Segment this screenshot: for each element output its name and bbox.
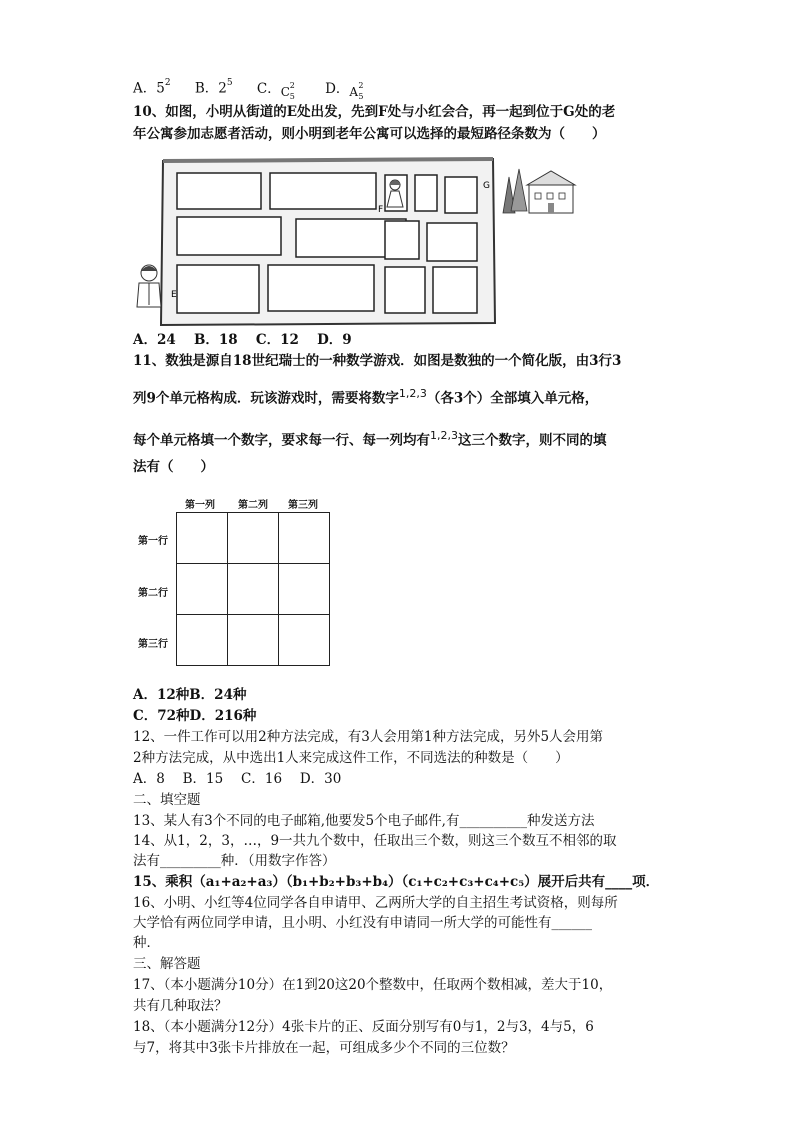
q11-line-1: 11、数独是源自18世纪瑞士的一种数学游戏．如图是数独的一个简化版，由3行3 bbox=[133, 353, 622, 369]
col-header-3: 第三列 bbox=[288, 500, 318, 511]
q17-line-2: 共有几种取法？ bbox=[133, 998, 228, 1014]
block bbox=[270, 173, 376, 209]
q18-line-1: 18、（本小题满分12分）4张卡片的正、反面分别写有0与1，2与3，4与5，6 bbox=[133, 1019, 594, 1035]
q16-line-3: 种． bbox=[133, 935, 160, 951]
q16-line-2: 大学恰有两位同学申请，且小明、小红没有申请同一所大学的可能性有______ bbox=[133, 915, 592, 931]
row-header-2: 第二行 bbox=[138, 588, 168, 599]
q12-line-1: 12、一件工作可以用2种方法完成，有3人会用第1种方法完成，另外5人会用第 bbox=[133, 729, 604, 745]
block bbox=[415, 175, 437, 211]
street-map-figure bbox=[133, 155, 578, 327]
block bbox=[177, 217, 281, 255]
q11-line-2: 列9个单元格构成．玩该游戏时，需要将数字$^{1,2,3}$（各3个）全部填入单元格， bbox=[133, 387, 599, 407]
q17-line-1: 17、（本小题满分10分）在1到20这20个整数中，任取两个数相减，差大于10， bbox=[133, 977, 613, 993]
q15: 15、乘积（a₁+a₂+a₃）（b₁+b₂+b₃+b₄）（c₁+c₂+c₃+c₄+c₅）展开后共有____项． bbox=[133, 874, 660, 890]
q11-line-3: 每个单元格填一个数字，要求每一行、每一列均有$^{1,2,3}$这三个数字，则不同的填 bbox=[133, 429, 607, 449]
q9-option-c: C． C 2 5 bbox=[256, 80, 295, 101]
q10-line-2: 年公寓参加志愿者活动，则小明到老年公寓可以选择的最短路径条数为（ ） bbox=[133, 126, 606, 142]
col-header-1: 第一列 bbox=[185, 500, 215, 511]
sudoku-grid bbox=[176, 512, 331, 667]
q11-options-1: A．12种B．24种 bbox=[133, 687, 247, 703]
q10-options: A．24 B．18 C．12 D．9 bbox=[133, 332, 352, 348]
section-answers: 三、解答题 bbox=[133, 956, 201, 972]
q12-line-2: 2种方法完成，从中选出1人来完成这件工作，不同选法的种数是（ ） bbox=[133, 750, 569, 766]
row-header-3: 第三行 bbox=[138, 639, 168, 650]
block bbox=[177, 173, 261, 209]
q18-line-2: 与7，将其中3张卡片排放在一起，可组成多少个不同的三位数？ bbox=[133, 1040, 515, 1056]
q9-option-a: A．$5^2$ bbox=[133, 78, 171, 97]
block bbox=[433, 267, 477, 313]
block bbox=[385, 267, 425, 313]
block bbox=[177, 265, 259, 313]
q11-options-2: C．72种D．216种 bbox=[133, 708, 257, 724]
block bbox=[385, 221, 419, 259]
block bbox=[427, 223, 477, 261]
q16-line-1: 16、小明、小红等4位同学各自申请甲、乙两所大学的自主招生考试资格，则每所 bbox=[133, 895, 618, 911]
row-header-1: 第一行 bbox=[138, 536, 168, 547]
apartment-icon bbox=[503, 169, 575, 213]
q9-options bbox=[133, 76, 389, 101]
col-header-2: 第二列 bbox=[238, 500, 268, 511]
q14-line-1: 14、从1，2，3，…，9一共九个数中，任取出三个数，则这三个数互不相邻的取 bbox=[133, 833, 617, 849]
q11-line-4: 法有（ ） bbox=[133, 459, 214, 475]
block bbox=[445, 177, 477, 213]
boy-figure bbox=[137, 265, 161, 307]
q10-line-1: 10、如图，小明从街道的E处出发，先到F处与小红会合，再一起到位于G处的老 bbox=[133, 104, 616, 120]
q9-option-d: D． A 2 5 bbox=[325, 80, 364, 101]
label-e: E bbox=[171, 290, 177, 300]
label-g: G bbox=[483, 181, 490, 191]
q9-option-b: B．$2^5$ bbox=[194, 78, 233, 97]
q14-line-2: 法有_________种．（用数字作答） bbox=[133, 853, 336, 869]
q13: 13、某人有3个不同的电子邮箱,他要发5个电子邮件,有__________种发送方法 bbox=[133, 813, 595, 829]
section-fill-blank: 二、填空题 bbox=[133, 792, 201, 808]
q12-options: A．8 B．15 C．16 D．30 bbox=[133, 771, 342, 787]
label-f: F bbox=[378, 205, 384, 215]
block bbox=[268, 265, 374, 311]
